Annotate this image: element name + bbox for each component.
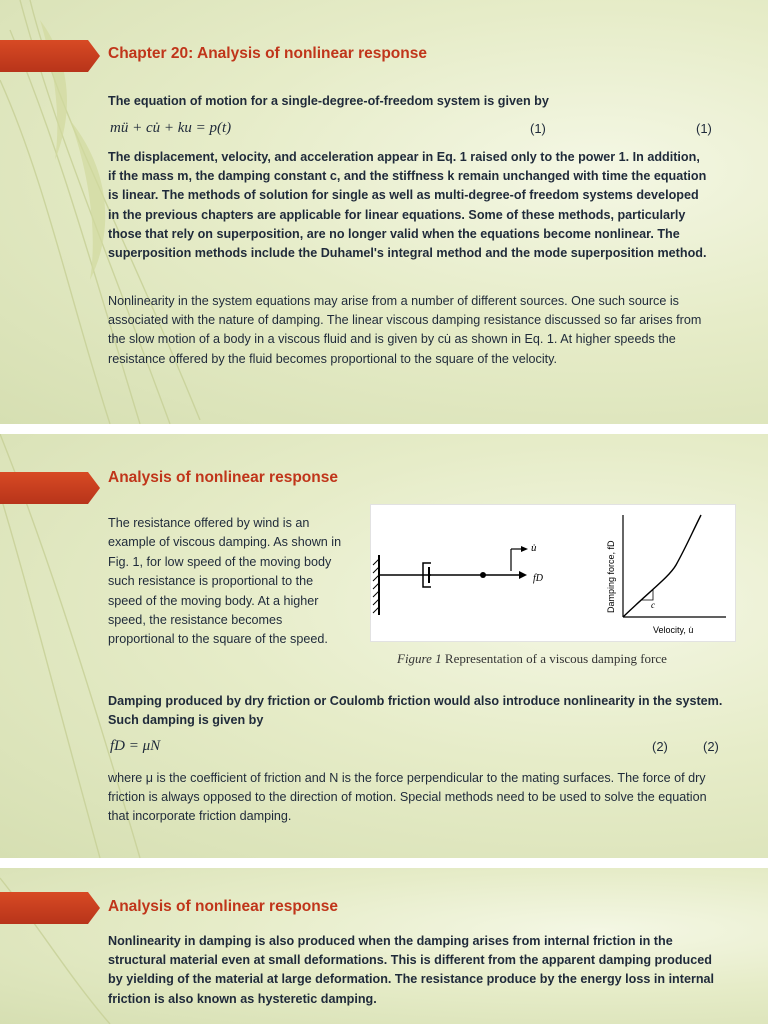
equation-of-motion: mü + cu̇ + ku = p(t) (110, 120, 232, 136)
x-axis-label: Velocity, u̇ (653, 625, 694, 635)
friction-equation: fD = μN (110, 738, 161, 754)
damping-diagram (371, 505, 735, 641)
equation-number: (1) (530, 121, 546, 136)
slide-title: Analysis of nonlinear response (108, 898, 338, 915)
figure-caption-prefix: Figure 1 (397, 651, 442, 666)
friction-explanation-paragraph: where μ is the coefficient of friction and N is the force perpendicular to the mating surfaces. The force of dry friction is always opposed to the direction of motion. Special methods need to be used to solve the equation that incorporate friction damping. (108, 771, 707, 824)
velocity-label: u̇ (531, 542, 537, 554)
slide-title: Chapter 20: Analysis of nonlinear response (108, 45, 427, 62)
slide-title: Analysis of nonlinear response (108, 469, 338, 486)
internal-friction-paragraph: Nonlinearity in damping is also produced when the damping arises from internal friction in the structural material even at small deformations. This is different from the apparent damping produced by yielding of the material at large deformation. The resistance produce by the energy loss in internal friction is also known as hysteretic damping. (108, 934, 715, 1006)
figure-caption (397, 651, 667, 667)
slide-2 (0, 434, 768, 858)
slide-tab-marker (0, 472, 100, 504)
slide-gap (0, 424, 768, 434)
slide-tab-marker (0, 892, 100, 924)
force-label: fD (533, 573, 543, 584)
equation-number: (2) (652, 739, 668, 754)
viscous-damping-figure (370, 504, 736, 642)
figure-caption-text: Representation of a viscous damping force (444, 651, 667, 666)
slide-tab-marker (0, 40, 100, 72)
slide-1 (0, 0, 768, 424)
coulomb-friction-paragraph: Damping produced by dry friction or Coulomb friction would also introduce nonlinearity in the system. Such damping is given by (108, 694, 723, 728)
linearity-paragraph: The displacement, velocity, and acceleration appear in Eq. 1 raised only to the power 1. In addition, if the mass m, the damping constant c, and the stiffness k remain unchanged with time the equation is linear. The methods of solution for single as well as multi-degree-of freedom systems developed in the previous chapters are applicable for linear equations. Some of these methods, particularly those that rely on superposition, are no longer valid when the equations become nonlinear. The superposition methods include the Duhamel's integral method and the mode superposition method. (108, 150, 707, 261)
wind-resistance-text: The resistance offered by wind is an example of viscous damping. As shown in Fig. 1, for low speed of the moving body such resistance is proportional to the speed of the moving body. At a higher speed, the resistance becomes proportional to the square of the speed. (108, 516, 342, 647)
nonlinearity-sources-paragraph: Nonlinearity in the system equations may arise from a number of different sources. One such source is associated with the nature of damping. The linear viscous damping resistance discussed so far arises from the slow motion of a body in a viscous fluid and is given by cu̇ as shown in Eq. 1. At higher speeds the resistance offered by the fluid becomes proportional to the square of the velocity. (108, 294, 702, 366)
slide-gap (0, 858, 768, 868)
equation-number: (2) (703, 739, 719, 754)
y-axis-label: Damping force, fD (606, 540, 616, 613)
intro-text: The equation of motion for a single-degree-of-freedom system is given by (108, 94, 549, 108)
slide-3 (0, 868, 768, 1024)
slope-label: c (651, 600, 655, 610)
equation-number: (1) (696, 121, 712, 136)
